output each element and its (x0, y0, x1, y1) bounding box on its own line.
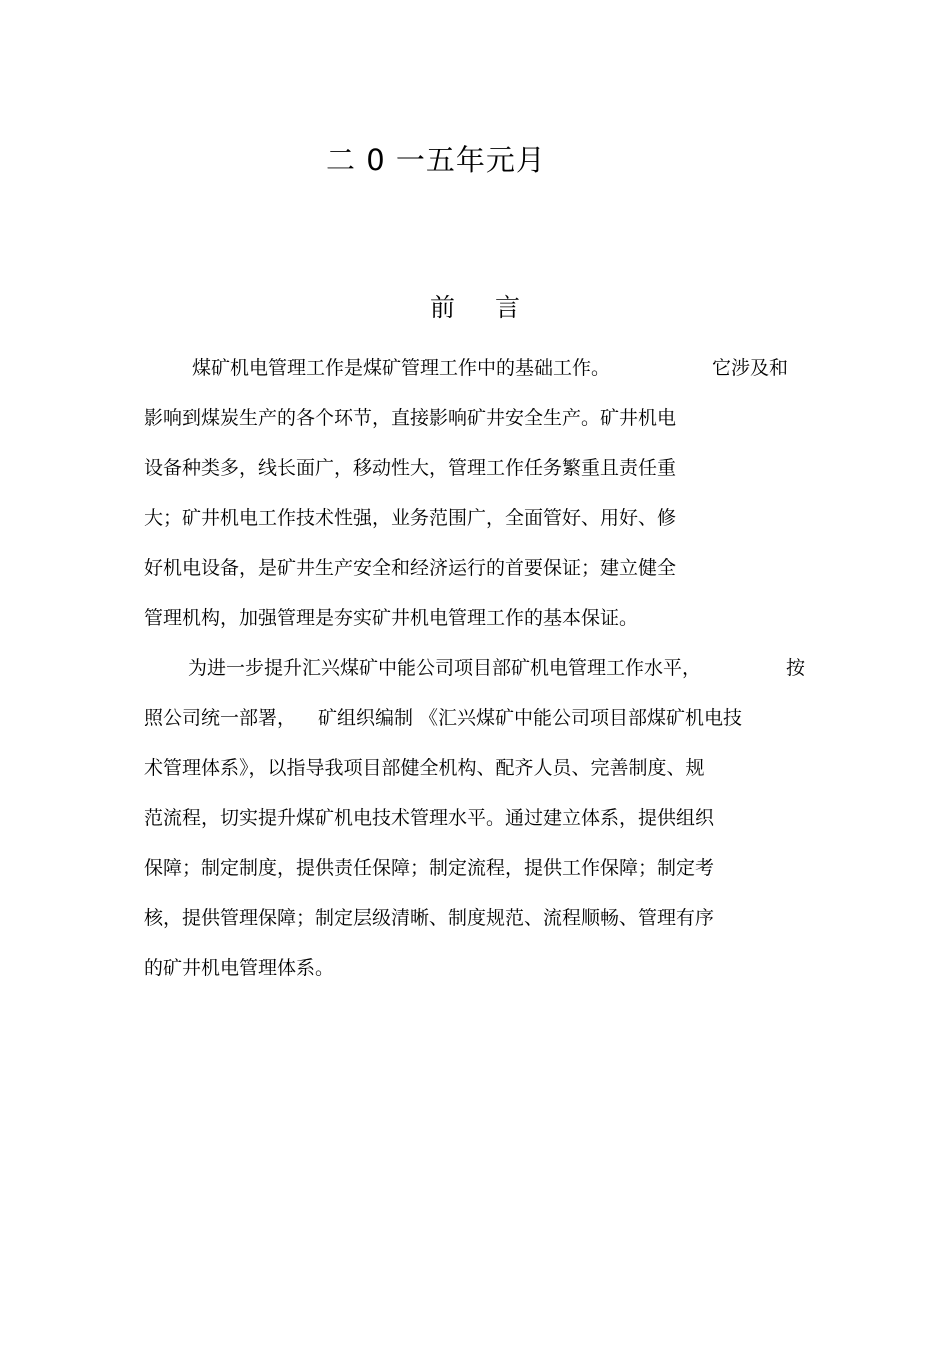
paragraph-2-line-1b: 按 (786, 657, 806, 679)
paragraph-2-line-2b: 矿组织编制 《汇兴煤矿中能公司项目部煤矿机电技 (318, 707, 743, 729)
preface-title-char-1: 前 (430, 293, 456, 322)
paragraph-1-line-3: 设备种类多，线长面广，移动性大，管理工作任务繁重且责任重 (144, 457, 677, 479)
paragraph-1-line-4: 大；矿井机电工作技术性强，业务范围广，全面管好、用好、修 (144, 507, 677, 529)
paragraph-2-line-5: 保障；制定制度，提供责任保障；制定流程，提供工作保障；制定考 (144, 857, 715, 879)
paragraph-2-line-2a: 照公司统一部署， (144, 707, 297, 729)
paragraph-2-line-3: 术管理体系》，以指导我项目部健全机构、配齐人员、完善制度、规 (144, 757, 705, 779)
paragraph-1-line-5: 好机电设备，是矿井生产安全和经济运行的首要保证；建立健全 (144, 557, 677, 579)
paragraph-2-line-7: 的矿井机电管理体系。 (144, 957, 335, 979)
paragraph-1-line-1a: 煤矿机电管理工作是煤矿管理工作中的基础工作。 (192, 357, 611, 379)
paragraph-1-line-6: 管理机构，加强管理是夯实矿井机电管理工作的基本保证。 (144, 607, 639, 629)
preface-title (430, 290, 520, 326)
paragraph-2-line-1a: 为进一步提升汇兴煤矿中能公司项目部矿机电管理工作水平， (188, 657, 702, 679)
paragraph-2-line-4: 范流程，切实提升煤矿机电技术管理水平。通过建立体系，提供组织 (144, 807, 715, 829)
date-heading: 二 0 一五年元月 (326, 143, 546, 177)
paragraph-1-line-1b: 它涉及和 (712, 357, 789, 379)
paragraph-1-line-2: 影响到煤炭生产的各个环节，直接影响矿井安全生产。矿井机电 (144, 407, 677, 429)
preface-title-char-2: 言 (495, 293, 521, 322)
paragraph-2-line-6: 核，提供管理保障；制定层级清晰、制度规范、流程顺畅、管理有序 (144, 907, 715, 929)
